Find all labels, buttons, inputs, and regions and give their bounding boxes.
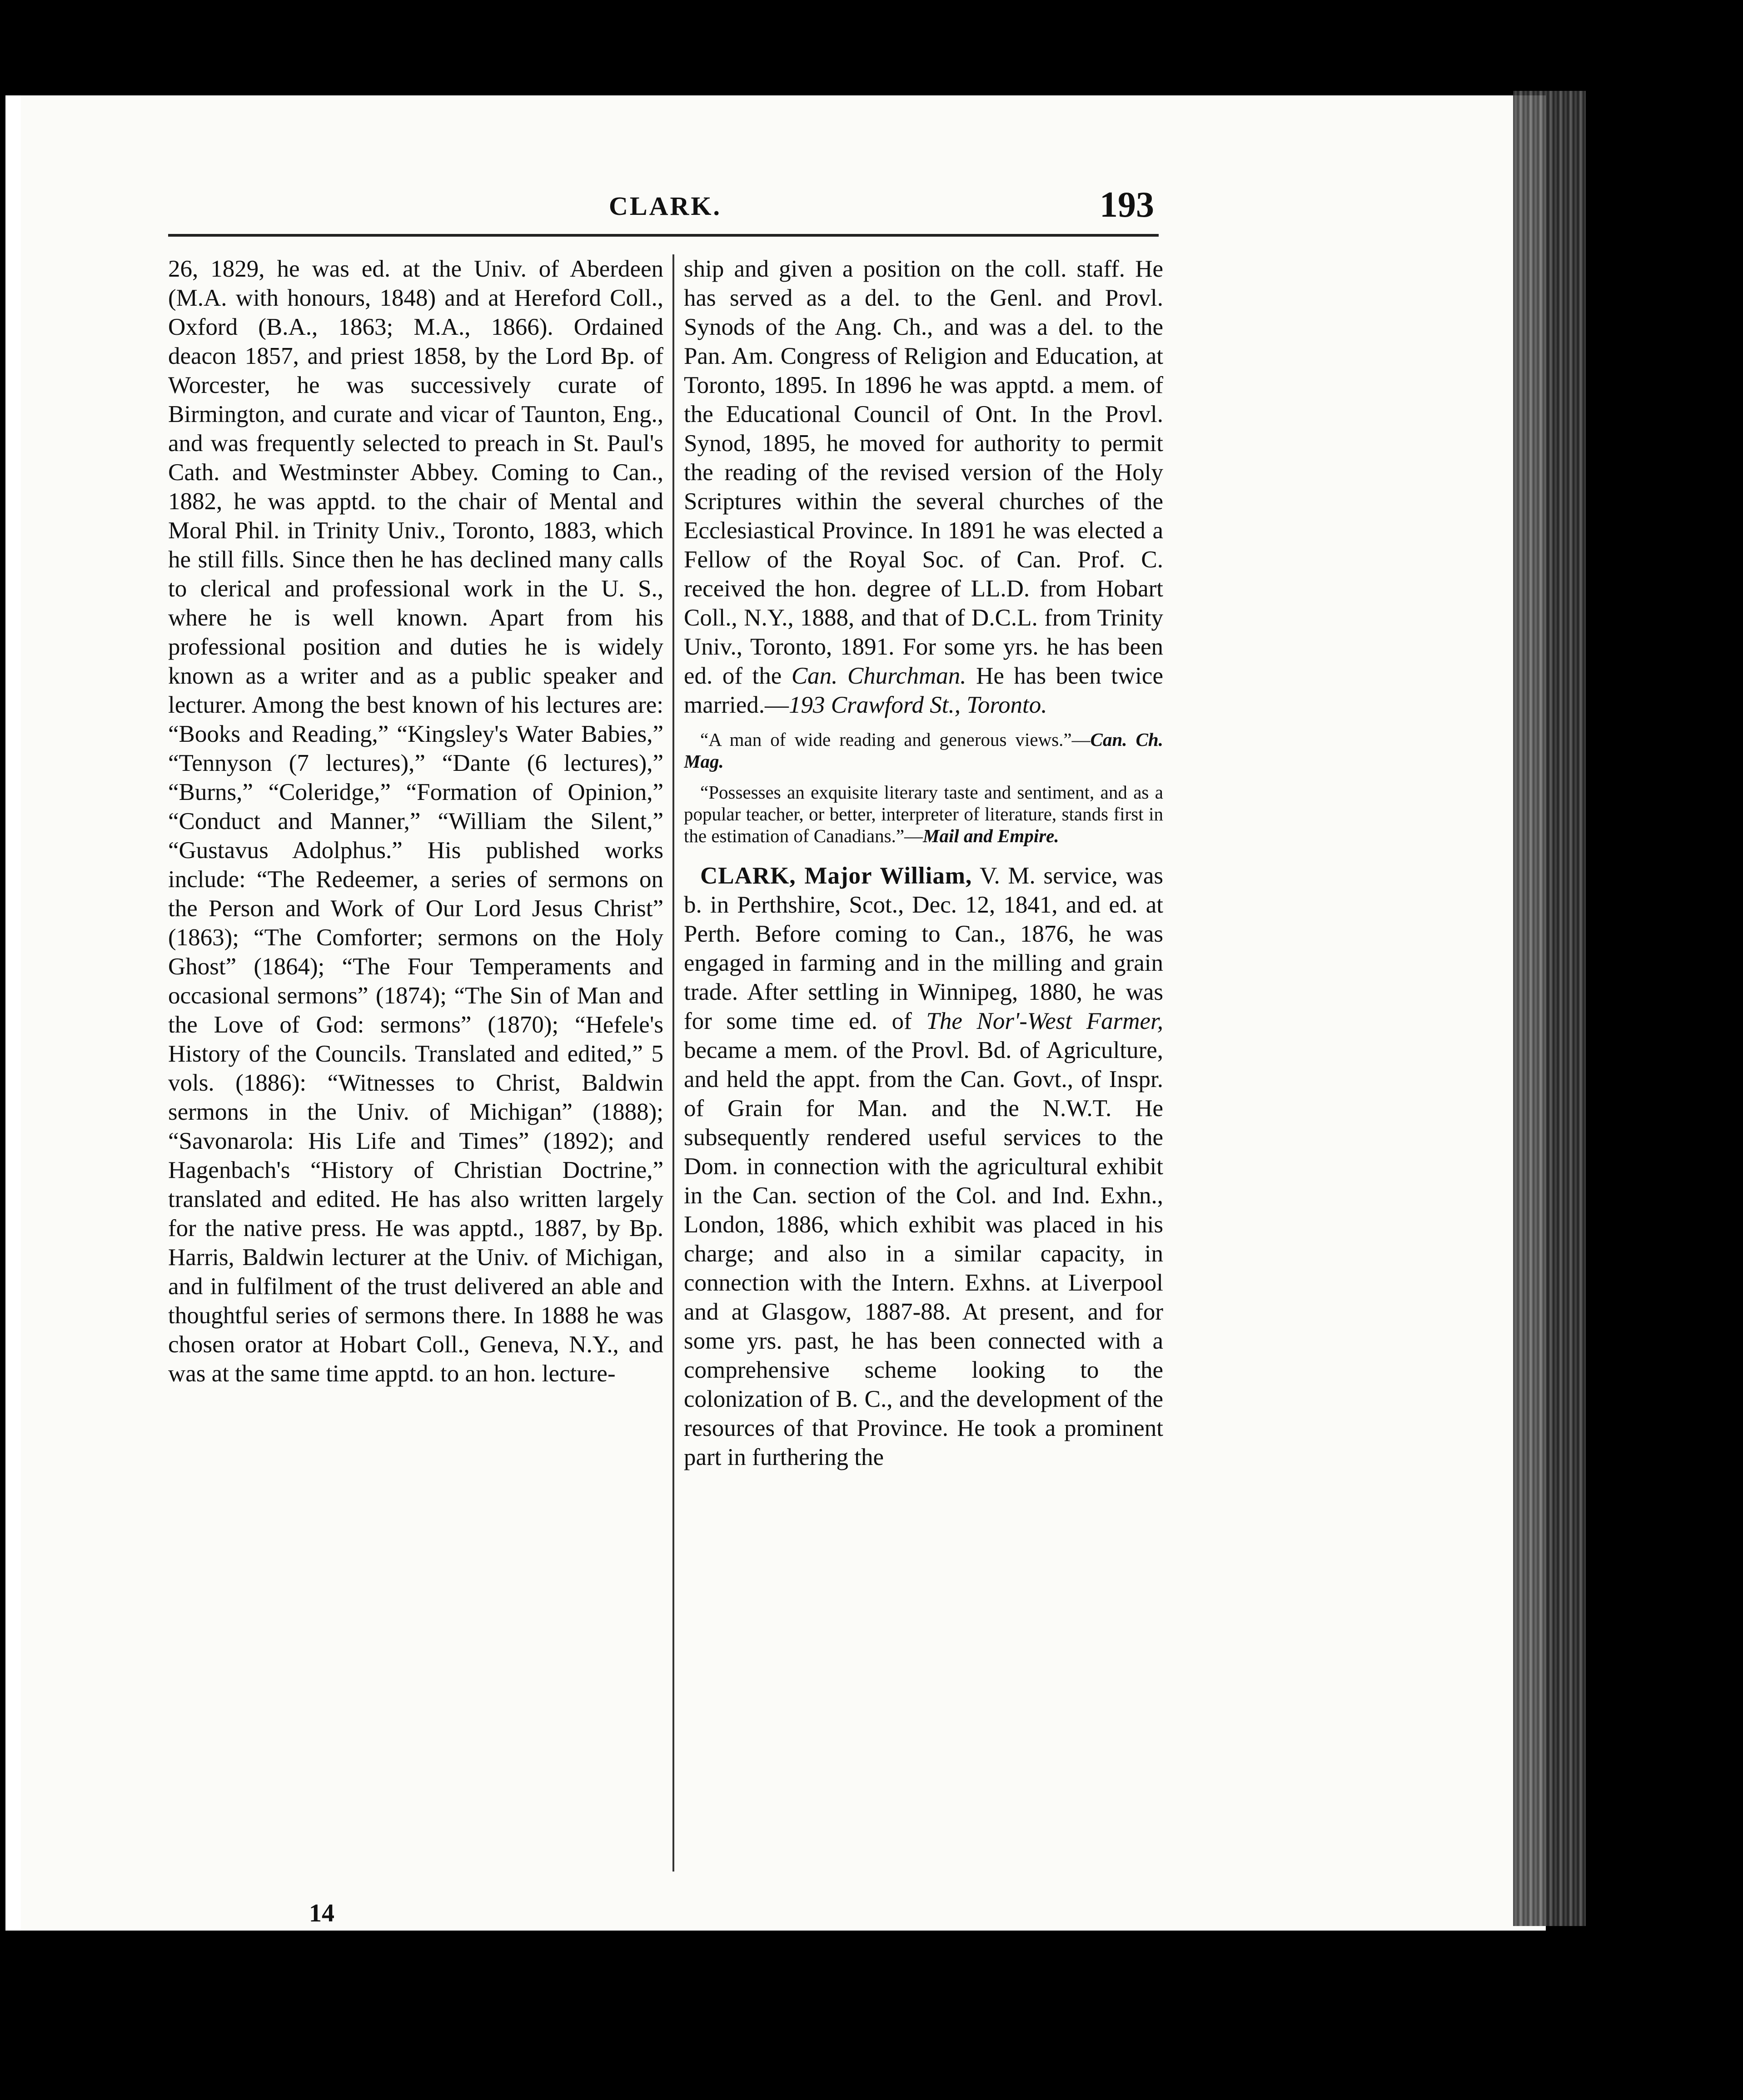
column-divider — [672, 254, 674, 1872]
entry-periodical: The Nor'-West Farmer, — [926, 1008, 1163, 1034]
review-1-text: “A man of wide reading and generous views.”— — [700, 729, 1091, 750]
page-header — [0, 185, 1525, 245]
header-rule — [168, 234, 1159, 237]
page-number: 193 — [1100, 185, 1154, 225]
right-column-entry-continuation — [684, 254, 1163, 720]
review-2-source: Mail and Empire. — [923, 825, 1059, 846]
signature-mark: 14 — [309, 1899, 334, 1927]
entry-clark-william — [684, 861, 1163, 1472]
review-1-source: Can. Ch. Mag. — [684, 729, 1163, 772]
running-head: CLARK. — [609, 191, 722, 221]
review-quote-2 — [684, 781, 1163, 847]
right-column — [684, 254, 1163, 1881]
review-quote-1 — [684, 729, 1163, 772]
left-column-text: 26, 1829, he was ed. at the Univ. of Aberdeen (M.A. with honours, 1848) and at Hereford Coll., Oxford (B.A., 1863; M.A., 1866). Ordained deacon 1857, and priest 1858, by the Lord Bp. of Worcester, he was successively curate of Birmington, and curate and vicar of Taunton, Eng., and was frequently selected to preach in St. Paul's Cath. and Westminster Abbey. Coming to Can., 1882, he was apptd. to the chair of Mental and Moral Phil. in Trinity Univ., Toronto, 1883, which he still fills. Since then he has declined many calls to clerical and professional work in the U. S., where he is well known. Apart from his professional position and duties he is widely known as a writer and as a public speaker and lecturer. Among the best known of his lectures are: “Books and Reading,” “Kingsley's Water Babies,” “Tennyson (7 lectures),” “Dante (6 lectures),” “Burns,” “Coleridge,” “Formation of Opinion,” “Conduct and Manner,” “William the Silent,” “Gustavus Adolphus.” His published works include: “The Redeemer, a series of sermons on the Person and Work of Our Lord Jesus Christ” (1863); “The Comforter; sermons on the Holy Ghost” (1864); “The Four Temperaments and occasional sermons” (1874); “The Sin of Man and the Love of God: sermons” (1870); “Hefele's History of the Councils. Translated and edited,” 5 vols. (1886): “Witnesses to Christ, Baldwin sermons in the Univ. of Michigan” (1888); “Savonarola: His Life and Times” (1892); and Hagenbach's “History of Christian Doctrine,” translated and edited. He has also written largely for the native press. He was apptd., 1887, by Bp. Harris, Baldwin lecturer at the Univ. of Michigan, and in fulfilment of the trust delivered an able and thoughtful series of sermons there. In 1888 he was chosen orator at Hobart Coll., Geneva, N.Y., and was at the same time apptd. to an hon. lecture- — [168, 256, 663, 1387]
book-spine-shadow — [1513, 91, 1586, 1926]
entry-text-2: became a mem. of the Provl. Bd. of Agriculture, and held the appt. from the Can. Govt., of Inspr. of Grain for Man. and the N.W.T. He subsequently rendered useful services to the Dom. in connection with the agricultural exhibit in the Can. section of the Col. and Ind. Exhn., London, 1886, which exhibit was placed in his charge; and also in a similar capacity, in connection with the Intern. Exhns. at Liverpool and at Glasgow, 1887-88. At present, and for some yrs. past, he has been connected with a comprehensive scheme looking to the colonization of B. C., and the development of the resources of that Province. He took a prominent part in furthering the — [684, 1037, 1163, 1470]
review-2-text: “Possesses an exquisite literary taste and sentiment, and as a popular teacher, or better, interpreter of literature, stands first in the estimation of Canadians.”— — [684, 782, 1163, 846]
continuation-text: ship and given a position on the coll. staff. He has served as a del. to the Genl. and Provl. Synods of the Ang. Ch., and was a del. to the Pan. Am. Congress of Religion and Education, at Toronto, 1895. In 1896 he was apptd. a mem. of the Educational Council of Ont. In the Provl. Synod, 1895, he moved for authority to permit the reading of the revised version of the Holy Scriptures within the several churches of the Ecclesiastical Province. In 1891 he was elected a Fellow of the Royal Soc. of Can. Prof. C. received the hon. degree of LL.D. from Hobart Coll., N.Y., 1888, and that of D.C.L. from Trinity Univ., Toronto, 1891. For some yrs. he has been ed. of the — [684, 256, 1163, 689]
left-column — [168, 254, 663, 1881]
periodical-title: Can. Churchman. — [791, 663, 966, 689]
continuation-text-2: He has been twice married.— — [684, 663, 1163, 718]
entry-name: CLARK, Major William, — [700, 863, 972, 889]
address: 193 Crawford St., Toronto. — [789, 692, 1047, 718]
entry-text-1: V. M. service, was b. in Perthshire, Scot., Dec. 12, 1841, and ed. at Perth. Before coming to Can., 1876, he was engaged in farming and in the milling and grain trade. After settling in Winnipeg, 1880, he was for some time ed. of — [684, 863, 1163, 1034]
